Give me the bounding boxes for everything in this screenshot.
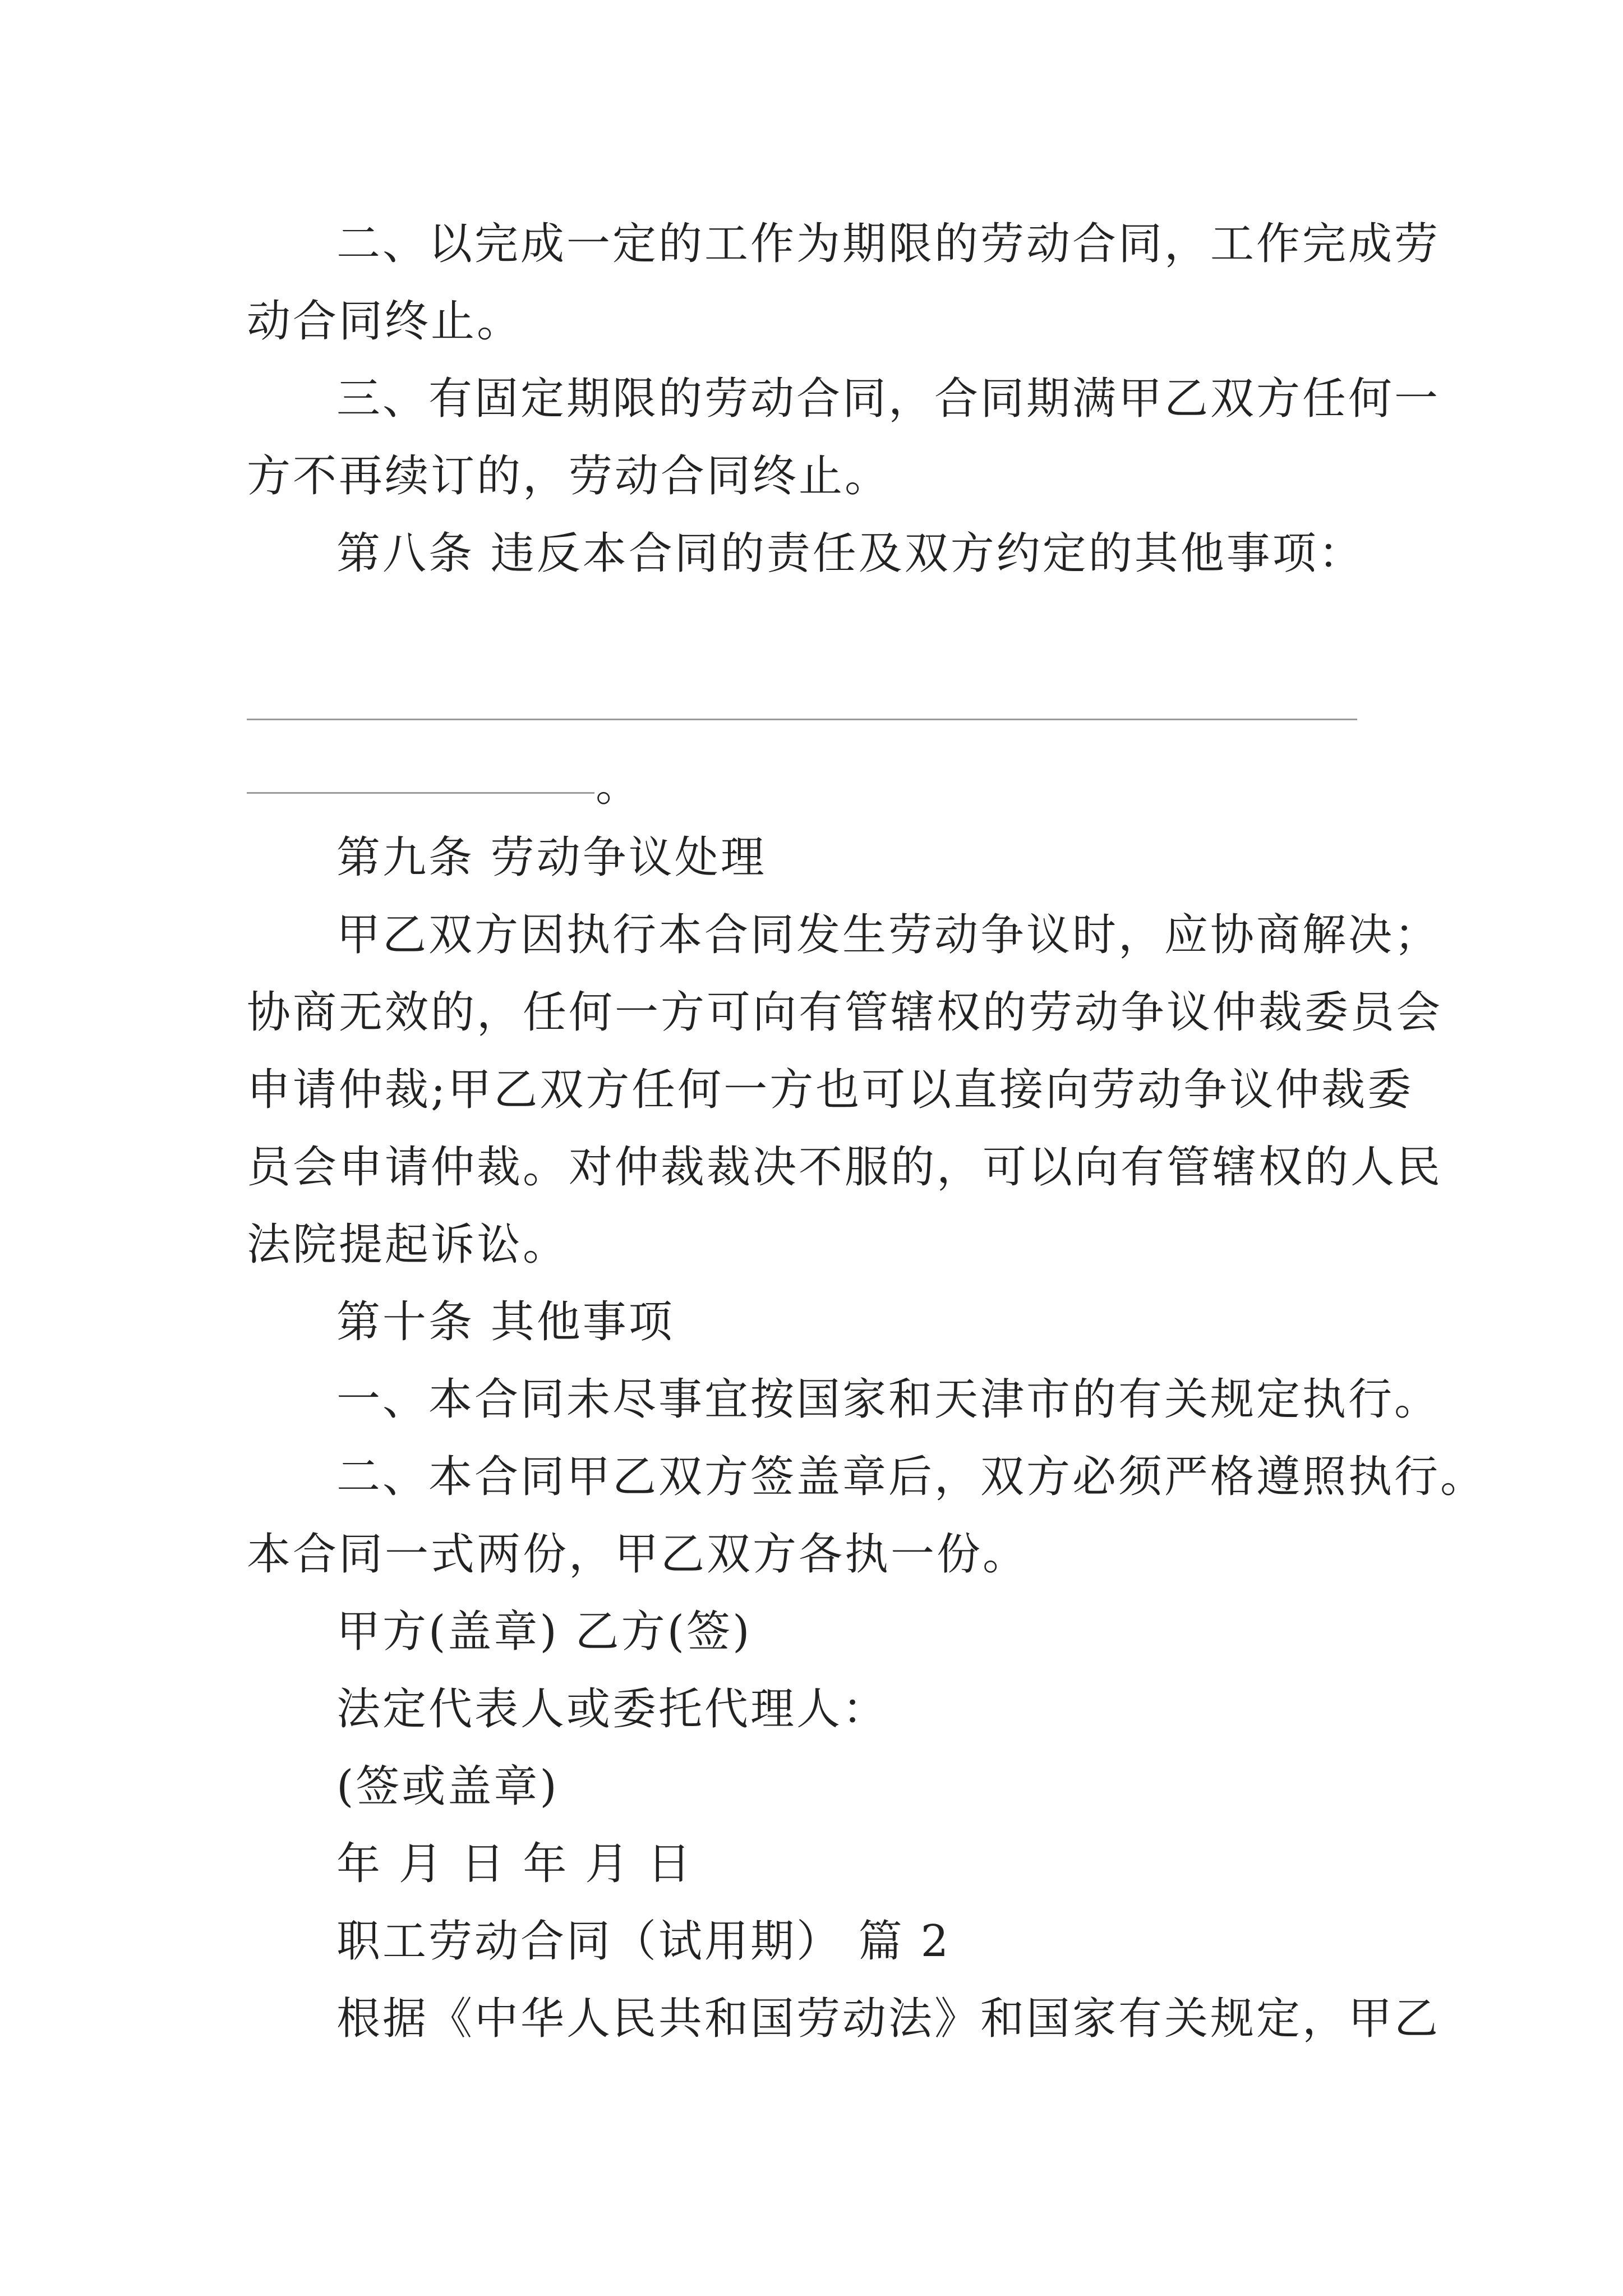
clause-9-text-line-2: 协商无效的，任何一方可向有管辖权的劳动争议仲裁委员会 [247,987,1443,1038]
clause-9-text-line-4: 员会申请仲裁。对仲裁裁决不服的，可以向有管辖权的人民 [247,1142,1443,1193]
clause-10-heading: 第十条 其他事项 [336,1297,675,1347]
signature-dates: 年 月 日 年 月 日 [336,1839,693,1889]
clause-9-text-line-3: 申请仲裁;甲乙双方任何一方也可以直接向劳动争议仲裁委 [247,1065,1414,1115]
signature-representative: 法定代表人或委托代理人： [336,1684,889,1734]
clause-10-item-1: 一、本合同未尽事宜按国家和天津市的有关规定执行。 [336,1374,1441,1425]
clause-7-item-2-line-2: 动合同终止。 [247,296,523,347]
clause-7-item-2-line-1: 二、以完成一定的工作为期限的劳动合同，工作完成劳 [336,219,1441,269]
blank-end-period: 。 [596,761,640,811]
part-2-intro-line-1: 根据《中华人民共和国劳动法》和国家有关规定，甲乙 [336,1994,1441,2044]
clause-10-item-2-line-1: 二、本合同甲乙双方签盖章后，双方必须严格遵照执行。 [336,1452,1487,1502]
signature-sign-or-seal: (签或盖章) [336,1761,559,1812]
fill-in-blank-line-1 [247,719,1357,720]
signature-parties: 甲方(盖章) 乙方(签) [336,1607,752,1657]
section-title-part-2: 职工劳动合同（试用期） 篇 2 [336,1916,951,1967]
clause-9-text-line-1: 甲乙双方因执行本合同发生劳动争议时，应协商解决； [336,910,1441,960]
clause-7-item-3-line-2: 方不再续订的，劳动合同终止。 [247,451,891,501]
clause-9-text-line-5: 法院提起诉讼。 [247,1220,569,1270]
clause-7-item-3-line-1: 三、有固定期限的劳动合同，合同期满甲乙双方任何一 [336,374,1441,424]
clause-9-heading: 第九条 劳动争议处理 [336,832,767,883]
clause-8-heading: 第八条 违反本合同的责任及双方约定的其他事项： [336,528,1364,579]
fill-in-blank-line-2 [247,792,594,794]
clause-10-item-2-line-2: 本合同一式两份，甲乙双方各执一份。 [247,1529,1029,1580]
